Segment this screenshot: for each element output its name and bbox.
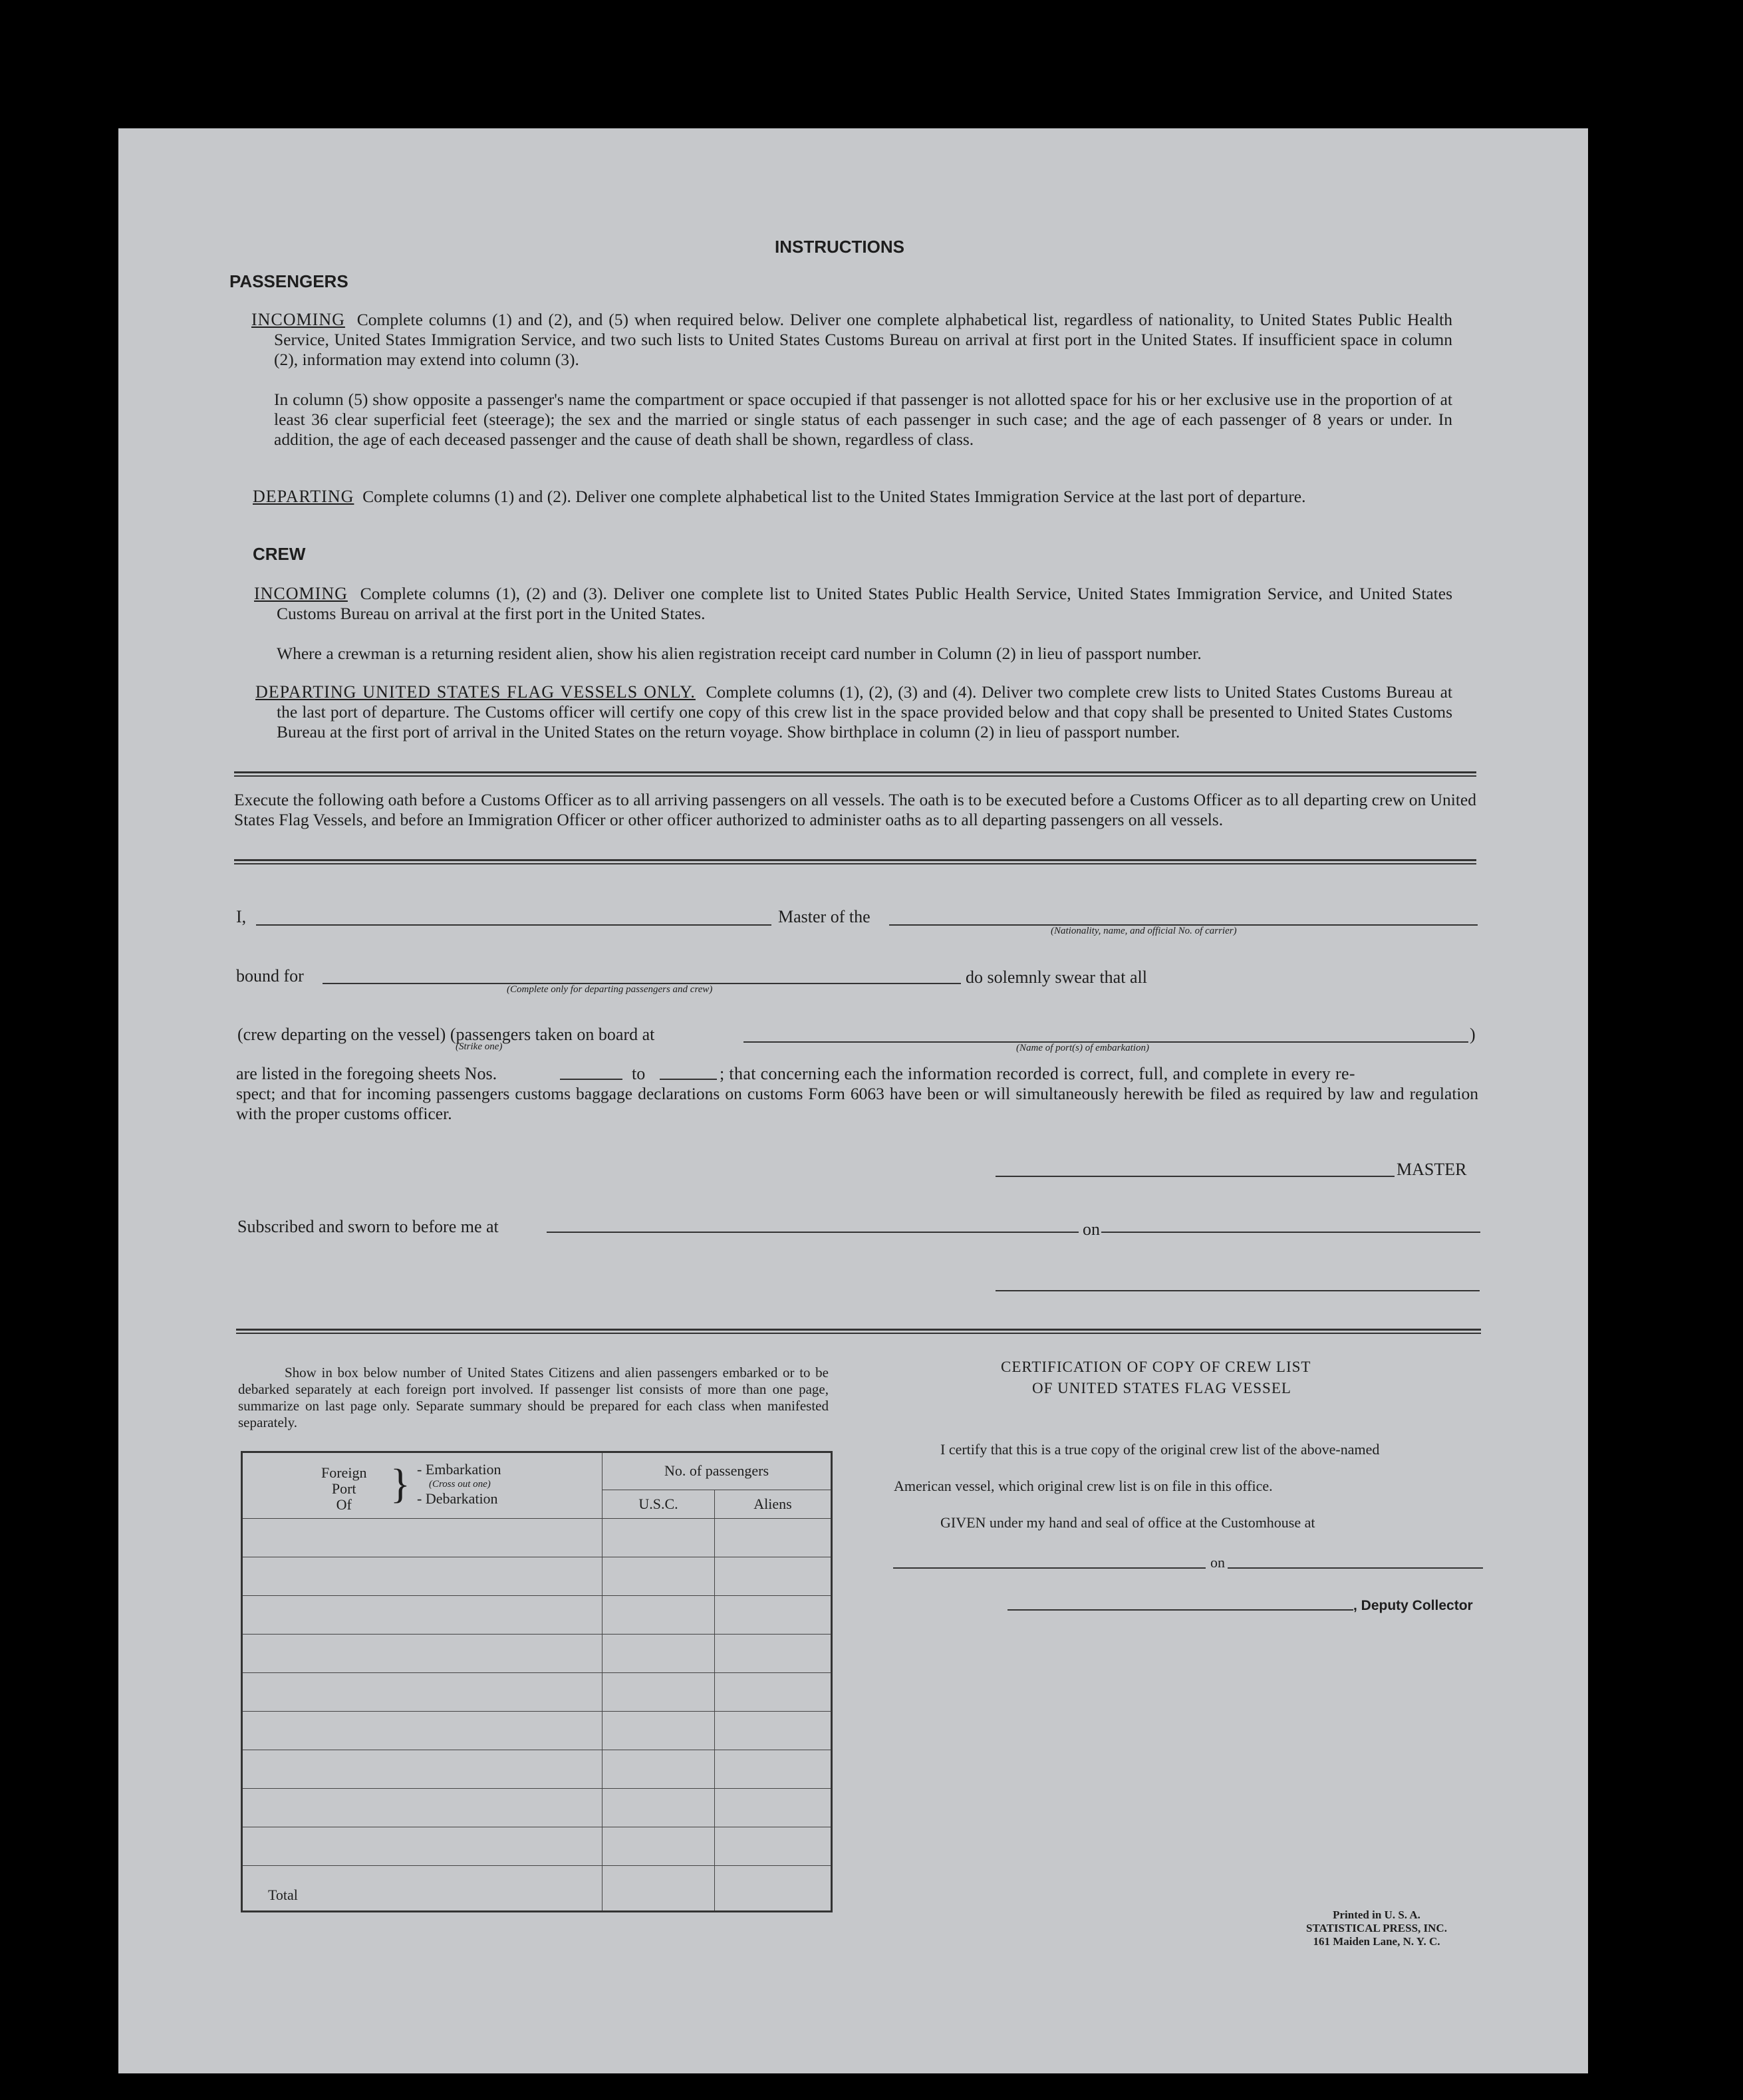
port-cell[interactable] <box>242 1596 603 1635</box>
listed-to-label: to <box>632 1064 646 1083</box>
port-cell[interactable] <box>242 1712 603 1750</box>
port-label: Port <box>331 1480 356 1497</box>
table-row <box>242 1673 832 1712</box>
certification-line-1: I certify that this is a true copy of the original crew list of the above-named <box>940 1441 1380 1458</box>
crew-heading: CREW <box>253 544 306 564</box>
aliens-cell[interactable] <box>715 1712 832 1750</box>
certification-date-field[interactable] <box>1228 1567 1483 1569</box>
certification-line-3: GIVEN under my hand and seal of office at the Customhouse at <box>940 1514 1315 1531</box>
master-signature-field[interactable] <box>996 1176 1395 1177</box>
section-divider-1 <box>234 771 1476 777</box>
printer-line-3: 161 Maiden Lane, N. Y. C. <box>1313 1935 1440 1948</box>
crew-incoming-paragraph <box>254 584 1452 624</box>
section-divider-2 <box>234 859 1476 864</box>
aliens-header: Aliens <box>715 1490 832 1518</box>
usc-cell[interactable] <box>603 1519 715 1557</box>
sheet-to-field[interactable] <box>660 1079 717 1080</box>
usc-cell[interactable] <box>603 1557 715 1596</box>
printer-imprint <box>1283 1908 1470 1948</box>
crew-returning-paragraph: Where a crewman is a returning resident alien, show his alien registration receipt card number in Column (2) in lieu of passport number. <box>277 644 1202 663</box>
port-cell[interactable] <box>242 1789 603 1827</box>
table-row <box>242 1712 832 1750</box>
ports-caption: (Name of port(s) of embarkation) <box>1016 1043 1149 1053</box>
printer-line-2: STATISTICAL PRESS, INC. <box>1306 1922 1447 1934</box>
aliens-cell[interactable] <box>715 1596 832 1635</box>
total-label: Total <box>242 1866 603 1912</box>
usc-header: U.S.C. <box>603 1490 715 1518</box>
passenger-summary-table <box>241 1451 833 1912</box>
crew-incoming-text: Complete columns (1), (2) and (3). Deliver one complete list to United States Public Health Service, United States Immigration Service, and United States Customs Bureau on arrival at the first port in the United States. <box>277 584 1452 623</box>
sheet-from-field[interactable] <box>560 1079 622 1080</box>
listed-text-c: spect; and that for incoming passengers customs baggage declarations on customs Form 6063 have been or will simultaneously herewith be filed as required by law and regulation with the proper customs officer. <box>236 1084 1478 1123</box>
aliens-cell[interactable] <box>715 1750 832 1789</box>
usc-cell[interactable] <box>603 1712 715 1750</box>
passengers-incoming-label: INCOMING <box>251 310 345 329</box>
aliens-cell[interactable] <box>715 1673 832 1712</box>
no-of-passengers-header: No. of passengers <box>603 1452 832 1490</box>
table-row <box>242 1789 832 1827</box>
aliens-cell[interactable] <box>715 1635 832 1673</box>
total-aliens-cell[interactable] <box>715 1866 832 1912</box>
table-row <box>242 1519 832 1557</box>
bound-for-caption: (Complete only for departing passengers and crew) <box>507 984 713 995</box>
port-cell[interactable] <box>242 1827 603 1866</box>
listed-text-b: ; that concerning each the information recorded is correct, full, and complete in every re- <box>720 1064 1355 1083</box>
crew-departing-paragraph <box>255 682 1452 742</box>
usc-cell[interactable] <box>603 1827 715 1866</box>
port-cell[interactable] <box>242 1673 603 1712</box>
certification-on-label: on <box>1210 1554 1225 1571</box>
table-row <box>242 1750 832 1789</box>
section-divider-3 <box>236 1329 1481 1334</box>
customhouse-field[interactable] <box>893 1567 1206 1569</box>
table-row <box>242 1635 832 1673</box>
certification-title-2: OF UNITED STATES FLAG VESSEL <box>1032 1380 1291 1396</box>
subscribed-label: Subscribed and sworn to before me at <box>237 1217 499 1236</box>
instructions-title: INSTRUCTIONS <box>775 237 904 257</box>
summary-instructions: Show in box below number of United States Citizens and alien passengers embarked or to be debarked separately at each foreign port involved. If passenger list consists of more than one page, summarize on last page only. Separate summary should be prepared for each class when manifested separately. <box>238 1365 829 1430</box>
close-paren: ) <box>1470 1025 1476 1044</box>
strike-one-caption: (Strike one) <box>456 1041 503 1052</box>
usc-cell[interactable] <box>603 1750 715 1789</box>
passengers-column5-paragraph: In column (5) show opposite a passenger's name the compartment or space occupied if that passenger is not allotted space for his or her exclusive use in the proportion of at least 36 clear superficial feet (steerage); the sex and the married or single status of each passenger in such case; and the age of each passenger of 8 years or under. In addition, the age of each deceased passenger and the cause of death shall be shown, regardless of class. <box>274 390 1452 449</box>
passengers-departing-text: Complete columns (1) and (2). Deliver one complete alphabetical list to the United States Immigration Service at the last port of departure. <box>362 487 1306 506</box>
deputy-collector-label: , Deputy Collector <box>1353 1598 1473 1613</box>
total-row <box>242 1866 832 1912</box>
foreign-label: Foreign <box>321 1464 367 1481</box>
master-label: MASTER <box>1397 1160 1467 1179</box>
port-cell[interactable] <box>242 1635 603 1673</box>
aliens-cell[interactable] <box>715 1789 832 1827</box>
crew-passengers-text: (crew departing on the vessel) (passengers taken on board at <box>237 1025 655 1044</box>
printer-line-1: Printed in U. S. A. <box>1333 1908 1420 1921</box>
passengers-departing-label: DEPARTING <box>253 487 354 506</box>
port-cell[interactable] <box>242 1557 603 1596</box>
passengers-incoming-paragraph <box>251 310 1453 370</box>
embarkation-label: - Embarkation <box>417 1461 501 1478</box>
certification-line-2: American vessel, which original crew list is on file in this office. <box>894 1478 1273 1494</box>
sworn-on-label: on <box>1083 1220 1100 1239</box>
sworn-date-field[interactable] <box>1101 1232 1480 1233</box>
deputy-collector-signature-field[interactable] <box>1007 1609 1353 1611</box>
passengers-incoming-text: Complete columns (1) and (2), and (5) when required below. Deliver one complete alphabetical list, regardless of nationality, to United States Public Health Service, United States Immigration Service, and two such lists to United States Customs Bureau on arrival at first port in the United States. If insufficient space in column (2), information may extend into column (3). <box>274 310 1453 369</box>
certification-title-1: CERTIFICATION OF COPY OF CREW LIST <box>1001 1359 1311 1375</box>
cross-out-caption: (Cross out one) <box>429 1479 491 1490</box>
usc-cell[interactable] <box>603 1596 715 1635</box>
passengers-heading: PASSENGERS <box>229 271 348 291</box>
passengers-departing-paragraph <box>253 487 1452 507</box>
crew-departing-text: Complete columns (1), (2), (3) and (4). Deliver two complete crew lists to United States Customs Bureau at the last port of departure. The Customs officer will certify one copy of this crew list in the space provided below and that copy shall be presented to United States Customs Bureau at the first port of arrival in the United States on the return voyage. Show birthplace in column (2) in lieu of passport number. <box>277 682 1452 741</box>
master-name-field[interactable] <box>256 924 771 926</box>
aliens-cell[interactable] <box>715 1519 832 1557</box>
brace-symbol: } <box>390 1462 410 1507</box>
of-label: Of <box>336 1496 352 1513</box>
usc-cell[interactable] <box>603 1673 715 1712</box>
oath-note-paragraph: Execute the following oath before a Customs Officer as to all arriving passengers on all vessels. The oath is to be executed before a Customs Officer as to all departing crew on United States Flag Vessels, and before an Immigration Officer or other officer authorized to administer oaths as to all departing passengers on all vessels. <box>234 790 1476 829</box>
carrier-caption: (Nationality, name, and official No. of carrier) <box>1051 926 1237 936</box>
usc-cell[interactable] <box>603 1635 715 1673</box>
swear-text: do solemnly swear that all <box>966 968 1147 987</box>
table-header-row-1 <box>242 1452 832 1490</box>
port-cell[interactable] <box>242 1750 603 1789</box>
crew-incoming-label: INCOMING <box>254 584 348 603</box>
aliens-cell[interactable] <box>715 1827 832 1866</box>
debarkation-label: - Debarkation <box>417 1490 498 1507</box>
foreign-port-header <box>242 1452 603 1519</box>
sworn-place-field[interactable] <box>547 1232 1079 1233</box>
crew-departing-label: DEPARTING UNITED STATES FLAG VESSELS ONLY. <box>255 682 696 702</box>
aliens-cell[interactable] <box>715 1557 832 1596</box>
listed-text-a: are listed in the foregoing sheets Nos. <box>236 1064 497 1083</box>
oath-i-label: I, <box>236 907 247 926</box>
table-row <box>242 1827 832 1866</box>
port-cell[interactable] <box>242 1519 603 1557</box>
officer-signature-field[interactable] <box>996 1290 1480 1291</box>
bound-for-label: bound for <box>236 966 304 985</box>
table-row <box>242 1557 832 1596</box>
table-row <box>242 1596 832 1635</box>
master-of-the-label: Master of the <box>778 907 871 926</box>
total-usc-cell[interactable] <box>603 1866 715 1912</box>
usc-cell[interactable] <box>603 1789 715 1827</box>
